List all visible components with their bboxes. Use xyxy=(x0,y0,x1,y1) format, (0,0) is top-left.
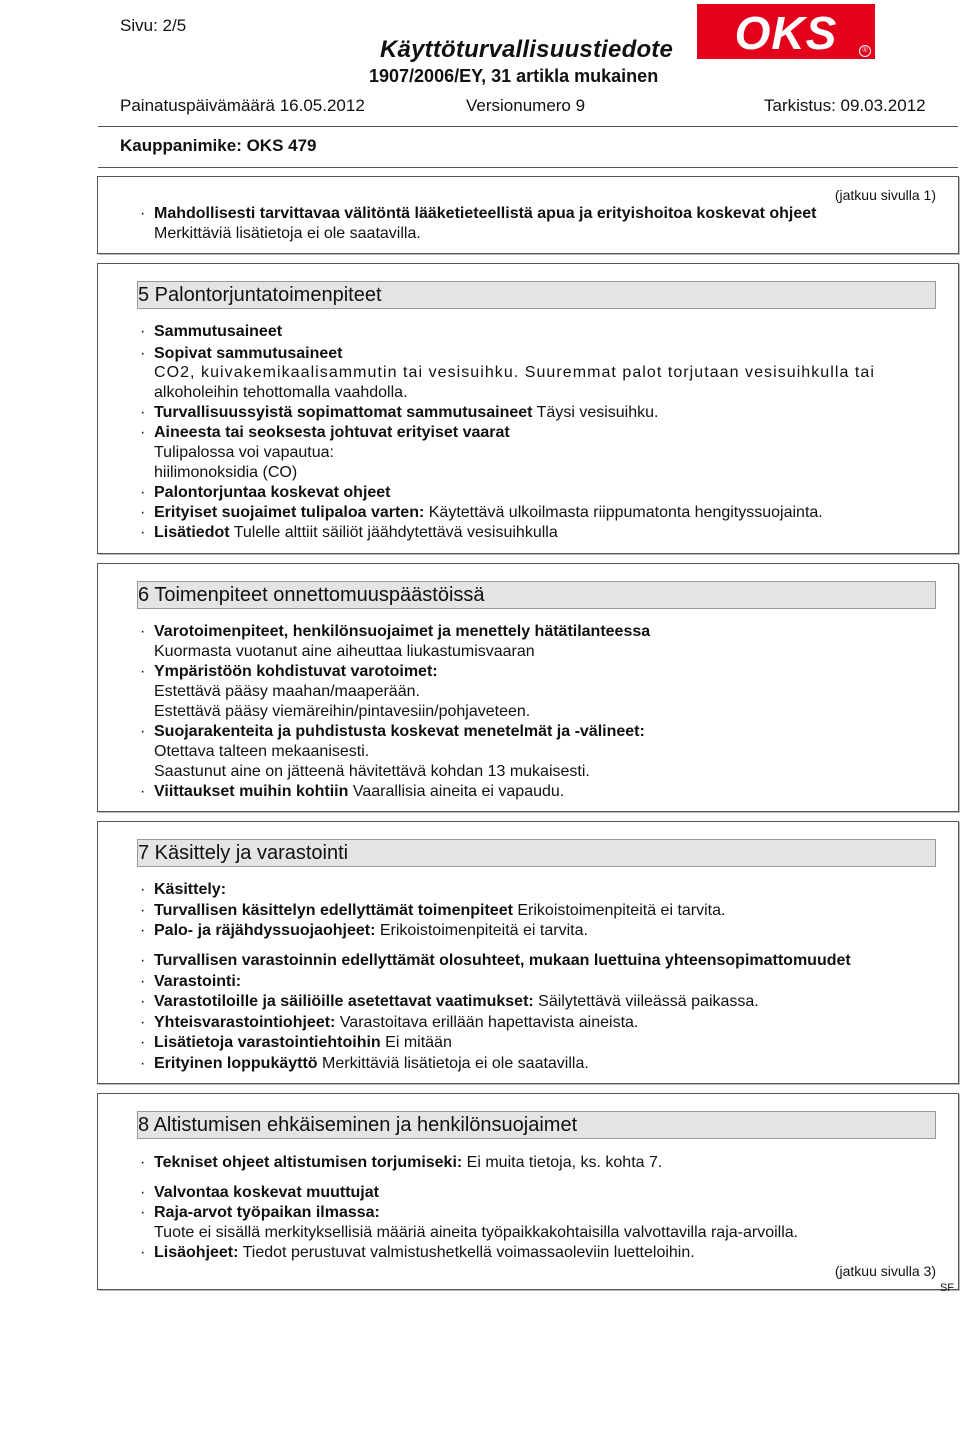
line: · Käsittely: xyxy=(140,881,227,898)
trade-divider xyxy=(98,167,958,168)
line: hiilimonoksidia (CO) xyxy=(154,464,298,481)
section-title: 6 Toimenpiteet onnettomuuspäästöissä xyxy=(138,584,485,606)
line: alkoholeihin tehottomalla vaahdolla. xyxy=(154,384,408,401)
line: CO2, kuivakemikaalisammutin tai vesisuihku. Suuremmat palot torjutaan vesisuihkulla tai xyxy=(154,364,875,381)
oks-logo xyxy=(697,4,875,59)
line: · Suojarakenteita ja puhdistusta koskevat menetelmät ja -välineet: xyxy=(140,723,645,740)
section-5 xyxy=(97,263,959,554)
line: · Erityiset suojaimet tulipaloa varten: Käytettävä ulkoilmasta riippumatonta hengityssuojainta. xyxy=(140,504,823,521)
section-7-title-bar xyxy=(137,839,936,867)
line: · Tekniset ohjeet altistumisen torjumiseki: Ei muita tietoja, ks. kohta 7. xyxy=(140,1154,663,1171)
section-6-title-bar xyxy=(137,581,936,609)
page-number: Sivu: 2/5 xyxy=(120,16,187,35)
line: · Varastointi: xyxy=(140,973,242,990)
section-6 xyxy=(97,563,959,812)
line: · Viittaukset muihin kohtiin Vaarallisia aineita ei vapaudu. xyxy=(140,783,565,800)
section-8-title-bar xyxy=(137,1111,936,1139)
continued-from: (jatkuu sivulla 1) xyxy=(834,187,936,203)
line: Kuormasta vuotanut aine aiheuttaa liukastumisvaaran xyxy=(154,643,535,660)
document-subtitle: 1907/2006/EY, 31 artikla mukainen xyxy=(369,66,659,86)
line: · Raja-arvot työpaikan ilmassa: xyxy=(140,1204,380,1221)
section-8 xyxy=(97,1093,959,1294)
section-title: 7 Käsittely ja varastointi xyxy=(138,842,349,864)
line: · Varastotiloille ja säiliöille asetettavat vaatimukset: Säilytettävä viileässä paikassa. xyxy=(140,993,759,1010)
header-divider xyxy=(98,126,958,127)
line: Tulipalossa voi vapautua: xyxy=(154,444,334,461)
line: · Turvallisen varastoinnin edellyttämät olosuhteet, mukaan luettuina yhteensopimattomuudet xyxy=(140,952,851,969)
line: · Palontorjuntaa koskevat ohjeet xyxy=(140,484,391,501)
print-date: Painatuspäivämäärä 16.05.2012 xyxy=(120,96,365,115)
line: · Lisätiedot Tulelle alttiit säiliöt jäähdytettävä vesisuihkulla xyxy=(140,524,558,541)
line: · Turvallisuussyistä sopimattomat sammutusaineet Täysi vesisuihku. xyxy=(140,404,659,421)
section-title: 8 Altistumisen ehkäiseminen ja henkilönsuojaimet xyxy=(138,1114,578,1136)
line: · Mahdollisesti tarvittavaa välitöntä lääketieteellistä apua ja erityishoitoa koskevat ohjeet xyxy=(140,205,817,222)
line: Saastunut aine on jätteenä hävitettävä kohdan 13 mukaisesti. xyxy=(154,763,590,780)
line: · Valvontaa koskevat muuttujat xyxy=(140,1184,379,1201)
trade-name: Kauppanimike: OKS 479 xyxy=(120,136,317,155)
line: · Varotoimenpiteet, henkilönsuojaimet ja menettely hätätilanteessa xyxy=(140,623,651,640)
line: Merkittäviä lisätietoja ei ole saatavilla. xyxy=(154,225,421,242)
line: · Lisätietoja varastointiehtoihin Ei mitään xyxy=(140,1034,452,1051)
registered-mark: ® xyxy=(859,45,871,57)
line: · Palo- ja räjähdyssuojaohjeet: Erikoistoimenpiteitä ei tarvita. xyxy=(140,922,588,939)
line: · Aineesta tai seoksesta johtuvat erityiset vaarat xyxy=(140,424,510,441)
section-4-continuation xyxy=(97,176,959,254)
logo-text: OKS xyxy=(734,7,838,59)
line: · Lisäohjeet: Tiedot perustuvat valmistushetkellä voimassaoleviin luetteloihin. xyxy=(140,1244,695,1261)
line: Otettava talteen mekaanisesti. xyxy=(154,743,370,760)
line: · Turvallisen käsittelyn edellyttämät toimenpiteet Erikoistoimenpiteitä ei tarvita. xyxy=(140,902,726,919)
section-5-title-bar xyxy=(137,281,936,309)
document-title: Käyttöturvallisuustiedote xyxy=(380,36,674,63)
line: · Ympäristöön kohdistuvat varotoimet: xyxy=(140,663,438,680)
line: Tuote ei sisällä merkityksellisiä määriä aineita työpaikkakohtaisilla valvottavilla raja-arvoilla. xyxy=(154,1224,799,1241)
revision-date: Tarkistus: 09.03.2012 xyxy=(764,96,926,115)
line: · Sopivat sammutusaineet xyxy=(140,345,343,362)
version-number: Versionumero 9 xyxy=(466,96,586,115)
section-title: 5 Palontorjuntatoimenpiteet xyxy=(138,284,382,306)
section-7 xyxy=(97,821,959,1084)
language-code: SF xyxy=(939,1282,954,1294)
line: Estettävä pääsy viemäreihin/pintavesiin/pohjaveteen. xyxy=(154,703,531,720)
line: Estettävä pääsy maahan/maaperään. xyxy=(154,683,420,700)
line: · Sammutusaineet xyxy=(140,323,283,340)
line: · Erityinen loppukäyttö Merkittäviä lisätietoja ei ole saatavilla. xyxy=(140,1055,589,1072)
line: · Yhteisvarastointiohjeet: Varastoitava erillään hapettavista aineista. xyxy=(140,1014,639,1031)
continued-to: (jatkuu sivulla 3) xyxy=(834,1263,936,1279)
